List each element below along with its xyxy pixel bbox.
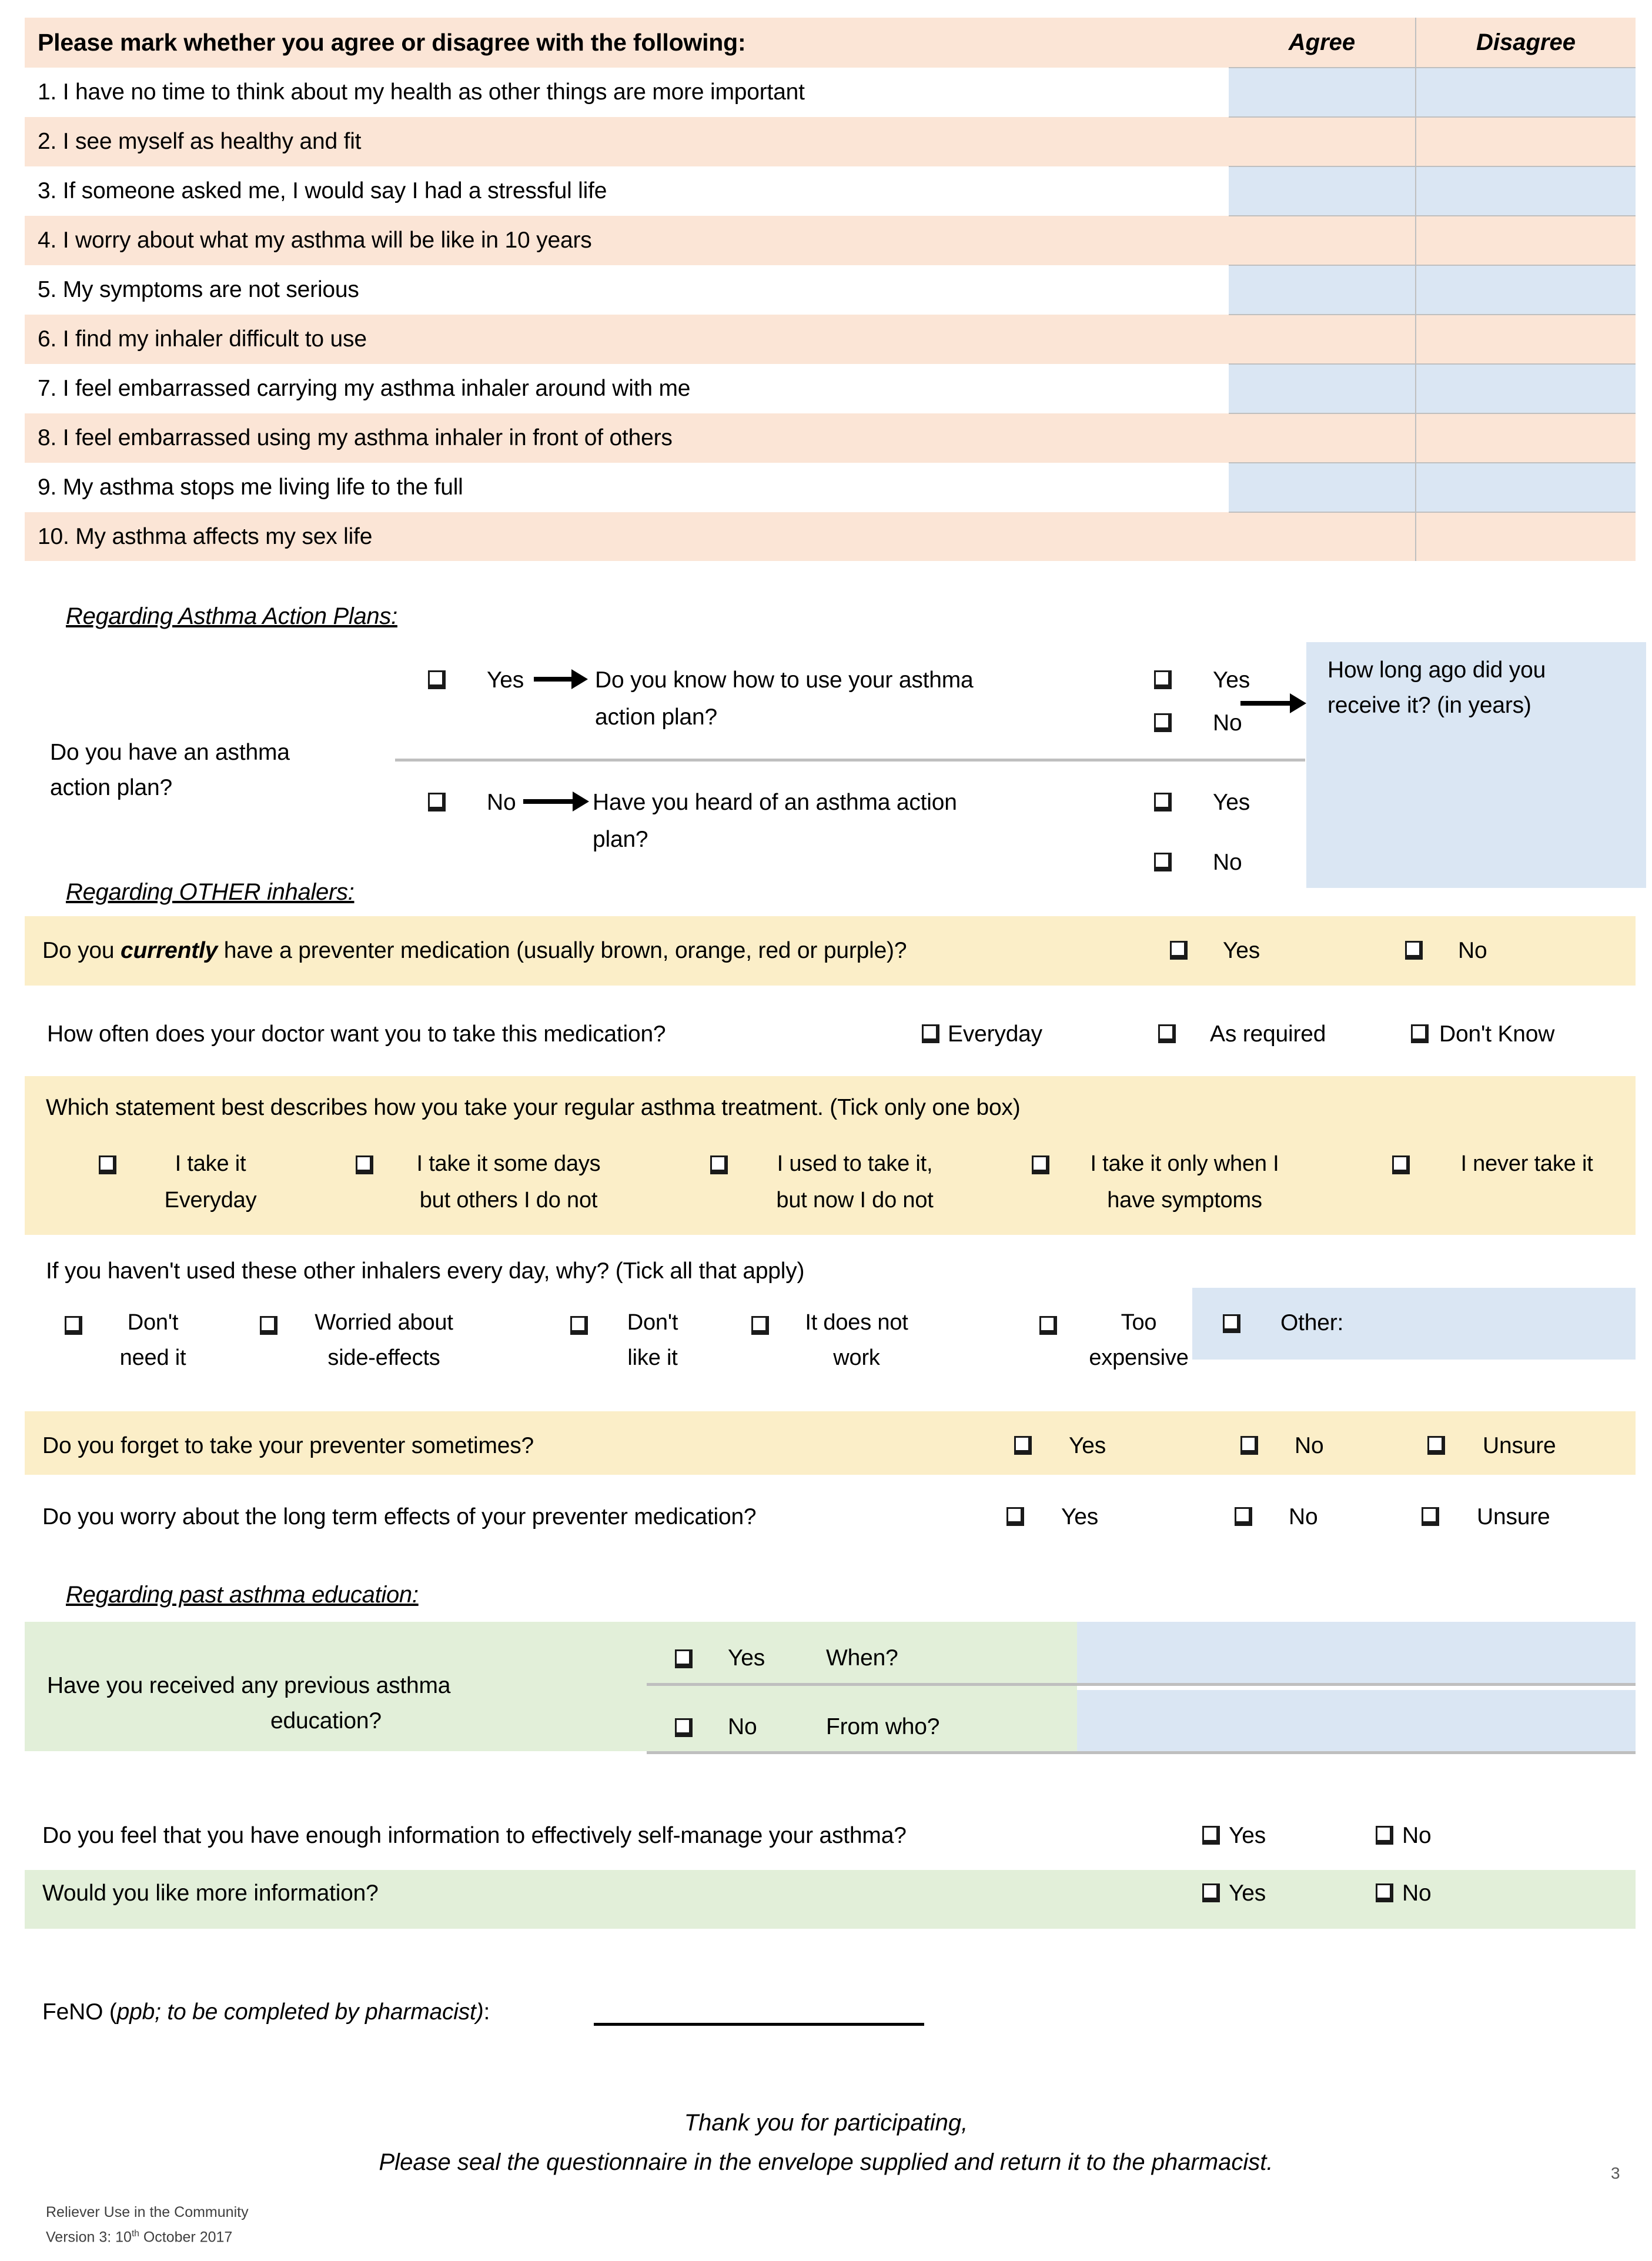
longterm-yes-label: Yes bbox=[1061, 1504, 1099, 1529]
checkbox-frequency-dont-know[interactable] bbox=[1411, 1024, 1429, 1043]
followup-years-line2: receive it? (in years) bbox=[1327, 693, 1531, 718]
checkbox-statement-1[interactable] bbox=[356, 1155, 373, 1174]
preventer-yes-label: Yes bbox=[1223, 938, 1260, 963]
disagree-cell[interactable] bbox=[1416, 315, 1636, 364]
heard-of-no-label: No bbox=[1213, 850, 1242, 875]
column-header-disagree: Disagree bbox=[1416, 18, 1636, 68]
agree-cell[interactable] bbox=[1229, 216, 1416, 265]
document-title: Reliever Use in the Community bbox=[46, 2204, 249, 2220]
why-option-0-line2: need it bbox=[119, 1345, 186, 1370]
checkbox-action-plan-no[interactable] bbox=[428, 793, 446, 811]
checkbox-heard-of-yes[interactable] bbox=[1154, 793, 1172, 811]
disagree-cell[interactable] bbox=[1416, 463, 1636, 512]
enough-info-question: Do you feel that you have enough information to effectively self-manage your asthma? bbox=[42, 1823, 907, 1848]
frequency-question: How often does your doctor want you to take this medication? bbox=[47, 1021, 666, 1047]
table-row bbox=[25, 216, 1636, 265]
page-number: 3 bbox=[1611, 2164, 1620, 2182]
agree-cell[interactable] bbox=[1229, 512, 1416, 561]
checkbox-statement-3[interactable] bbox=[1032, 1155, 1049, 1174]
agree-cell[interactable] bbox=[1229, 315, 1416, 364]
agree-disagree-table bbox=[25, 18, 1636, 561]
forget-no-label: No bbox=[1295, 1433, 1324, 1458]
education-divider bbox=[647, 1683, 1636, 1686]
preventer-question-post: have a preventer medication (usually brown, orange, red or purple)? bbox=[218, 938, 907, 963]
knows-how-no-label: No bbox=[1213, 710, 1242, 736]
statement-option-0-line2: Everyday bbox=[164, 1188, 257, 1213]
thanks-line-1: Thank you for participating, bbox=[684, 2110, 968, 2136]
longterm-no-label: No bbox=[1289, 1504, 1318, 1529]
why-option-3-line1: It does not bbox=[805, 1310, 908, 1335]
education-question-line1: Have you received any previous asthma bbox=[47, 1673, 451, 1698]
agree-cell[interactable] bbox=[1229, 166, 1416, 216]
checkbox-longterm-no[interactable] bbox=[1235, 1507, 1252, 1526]
why-option-1-line1: Worried about bbox=[315, 1310, 453, 1335]
document-version bbox=[46, 2229, 232, 2246]
action-plan-root-question-line1: Do you have an asthma bbox=[50, 740, 290, 765]
preventer-question-pre: Do you bbox=[42, 938, 121, 963]
frequency-dont-know-label: Don't Know bbox=[1439, 1021, 1555, 1047]
more-info-yes-label: Yes bbox=[1229, 1881, 1266, 1906]
action-plan-root-question-line2: action plan? bbox=[50, 775, 172, 800]
forget-yes-label: Yes bbox=[1069, 1433, 1106, 1458]
feno-input-line[interactable] bbox=[594, 2023, 924, 2026]
education-when-label: When? bbox=[826, 1645, 898, 1671]
section-heading-education: Regarding past asthma education: bbox=[66, 1582, 419, 1608]
checkbox-why-3[interactable] bbox=[751, 1316, 769, 1335]
disagree-cell[interactable] bbox=[1416, 216, 1636, 265]
checkbox-knows-how-no[interactable] bbox=[1154, 713, 1172, 732]
checkbox-why-1[interactable] bbox=[260, 1316, 277, 1335]
agree-cell[interactable] bbox=[1229, 265, 1416, 315]
why-other-box[interactable] bbox=[1192, 1288, 1636, 1360]
education-bottom-rule bbox=[647, 1751, 1636, 1754]
action-plan-yes-label: Yes bbox=[487, 667, 524, 693]
statement-text: 1. I have no time to think about my health as other things are more important bbox=[25, 68, 1229, 117]
table-row bbox=[25, 166, 1636, 216]
agree-cell[interactable] bbox=[1229, 117, 1416, 166]
statement-option-2-line1: I used to take it, bbox=[777, 1151, 933, 1176]
statement-question: Which statement best describes how you take your regular asthma treatment. (Tick only one box) bbox=[46, 1095, 1021, 1120]
section-heading-other-inhalers: Regarding OTHER inhalers: bbox=[66, 879, 355, 905]
checkbox-frequency-as-required[interactable] bbox=[1158, 1024, 1176, 1043]
statement-option-2-line2: but now I do not bbox=[776, 1188, 934, 1213]
checkbox-enough-info-no[interactable] bbox=[1376, 1826, 1393, 1845]
longterm-unsure-label: Unsure bbox=[1477, 1504, 1550, 1529]
disagree-cell[interactable] bbox=[1416, 117, 1636, 166]
checkbox-why-2[interactable] bbox=[570, 1316, 588, 1335]
statement-option-3-line1: I take it only when I bbox=[1090, 1151, 1279, 1176]
disagree-cell[interactable] bbox=[1416, 364, 1636, 413]
action-plan-no-question-line2: plan? bbox=[593, 827, 648, 852]
why-question: If you haven't used these other inhalers every day, why? (Tick all that apply) bbox=[46, 1258, 805, 1284]
why-option-1-line2: side-effects bbox=[327, 1345, 440, 1370]
action-plan-no-question-line1: Have you heard of an asthma action bbox=[593, 790, 957, 815]
feno-label-pre: FeNO ( bbox=[42, 1999, 117, 2025]
why-option-2-line1: Don't bbox=[627, 1310, 678, 1335]
disagree-cell[interactable] bbox=[1416, 68, 1636, 117]
checkbox-forget-no[interactable] bbox=[1240, 1436, 1258, 1455]
enough-info-no-label: No bbox=[1402, 1823, 1432, 1848]
agree-cell[interactable] bbox=[1229, 68, 1416, 117]
document-version-ordinal: th bbox=[131, 2229, 139, 2239]
statement-option-4-line1: I never take it bbox=[1460, 1151, 1593, 1176]
why-option-4-line2: expensive bbox=[1089, 1345, 1189, 1370]
table-row bbox=[25, 364, 1636, 413]
checkbox-knows-how-yes[interactable] bbox=[1154, 670, 1172, 689]
knows-how-yes-label: Yes bbox=[1213, 667, 1250, 693]
longterm-question: Do you worry about the long term effects of your preventer medication? bbox=[42, 1504, 757, 1529]
document-version-pre: Version 3: 10 bbox=[46, 2229, 132, 2246]
why-other-label: Other: bbox=[1280, 1310, 1344, 1335]
heard-of-yes-label: Yes bbox=[1213, 790, 1250, 815]
statement-option-1-line2: but others I do not bbox=[419, 1188, 598, 1213]
agree-cell[interactable] bbox=[1229, 413, 1416, 463]
action-plan-yes-question-line2: action plan? bbox=[595, 704, 717, 730]
checkbox-longterm-unsure[interactable] bbox=[1422, 1507, 1439, 1526]
table-row bbox=[25, 463, 1636, 512]
action-plan-yes-question-line1: Do you know how to use your asthma bbox=[595, 667, 974, 693]
frequency-everyday-label: Everyday bbox=[948, 1021, 1042, 1047]
table-prompt: Please mark whether you agree or disagree with the following: bbox=[25, 18, 1229, 68]
statement-text: 3. If someone asked me, I would say I had a stressful life bbox=[25, 166, 1229, 216]
action-plan-no-label: No bbox=[487, 790, 516, 815]
thanks-line-2: Please seal the questionnaire in the envelope supplied and return it to the pharmacist. bbox=[379, 2149, 1273, 2175]
checkbox-education-no[interactable] bbox=[675, 1718, 693, 1737]
statement-option-0-line1: I take it bbox=[175, 1151, 246, 1176]
statement-text: 5. My symptoms are not serious bbox=[25, 265, 1229, 315]
table-row bbox=[25, 512, 1636, 561]
checkbox-action-plan-yes[interactable] bbox=[428, 670, 446, 689]
statement-text: 8. I feel embarrassed using my asthma inhaler in front of others bbox=[25, 413, 1229, 463]
table-row bbox=[25, 117, 1636, 166]
education-fromwho-label: From who? bbox=[826, 1714, 940, 1739]
table-row bbox=[25, 315, 1636, 364]
forget-unsure-label: Unsure bbox=[1483, 1433, 1556, 1458]
preventer-no-label: No bbox=[1458, 938, 1487, 963]
statement-text: 10. My asthma affects my sex life bbox=[25, 512, 1229, 561]
more-info-question: Would you like more information? bbox=[42, 1881, 379, 1906]
statement-text: 7. I feel embarrassed carrying my asthma inhaler around with me bbox=[25, 364, 1229, 413]
branch-divider bbox=[395, 759, 1305, 762]
checkbox-preventer-yes[interactable] bbox=[1170, 941, 1188, 960]
feno-label-post: : bbox=[483, 1999, 490, 2025]
statement-option-3-line2: have symptoms bbox=[1107, 1188, 1262, 1213]
statement-text: 9. My asthma stops me living life to the full bbox=[25, 463, 1229, 512]
checkbox-more-info-yes[interactable] bbox=[1202, 1883, 1220, 1902]
forget-question: Do you forget to take your preventer sometimes? bbox=[42, 1433, 534, 1458]
checkbox-heard-of-no[interactable] bbox=[1154, 853, 1172, 871]
document-version-post: October 2017 bbox=[139, 2229, 233, 2246]
agree-cell[interactable] bbox=[1229, 364, 1416, 413]
education-fromwho-answer-box[interactable] bbox=[1077, 1690, 1636, 1751]
checkbox-preventer-no[interactable] bbox=[1405, 941, 1423, 960]
checkbox-statement-2[interactable] bbox=[710, 1155, 728, 1174]
preventer-question bbox=[42, 938, 907, 964]
table-row bbox=[25, 413, 1636, 463]
disagree-cell[interactable] bbox=[1416, 166, 1636, 216]
checkbox-why-0[interactable] bbox=[65, 1316, 82, 1335]
why-option-4-line1: Too bbox=[1121, 1310, 1157, 1335]
checkbox-forget-unsure[interactable] bbox=[1427, 1436, 1445, 1455]
enough-info-yes-label: Yes bbox=[1229, 1823, 1266, 1848]
table-row bbox=[25, 68, 1636, 117]
checkbox-forget-yes[interactable] bbox=[1014, 1436, 1032, 1455]
checkbox-statement-0[interactable] bbox=[99, 1155, 116, 1174]
education-question-line2: education? bbox=[270, 1708, 382, 1734]
checkbox-frequency-everyday[interactable] bbox=[922, 1024, 939, 1043]
statement-text: 2. I see myself as healthy and fit bbox=[25, 117, 1229, 166]
why-option-3-line2: work bbox=[833, 1345, 880, 1370]
feno-field bbox=[42, 1999, 490, 2025]
preventer-question-emphasis: currently bbox=[121, 938, 218, 963]
agree-cell[interactable] bbox=[1229, 463, 1416, 512]
statement-text: 6. I find my inhaler difficult to use bbox=[25, 315, 1229, 364]
checkbox-longterm-yes[interactable] bbox=[1006, 1507, 1024, 1526]
statement-option-1-line1: I take it some days bbox=[416, 1151, 601, 1176]
checkbox-enough-info-yes[interactable] bbox=[1202, 1826, 1220, 1845]
education-yes-label: Yes bbox=[728, 1645, 765, 1671]
why-option-0-line1: Don't bbox=[127, 1310, 179, 1335]
frequency-as-required-label: As required bbox=[1210, 1021, 1326, 1047]
statement-text: 4. I worry about what my asthma will be like in 10 years bbox=[25, 216, 1229, 265]
column-header-agree: Agree bbox=[1229, 18, 1416, 68]
why-option-2-line2: like it bbox=[627, 1345, 678, 1370]
checkbox-why-4[interactable] bbox=[1039, 1316, 1057, 1335]
checkbox-why-other[interactable] bbox=[1223, 1314, 1240, 1333]
disagree-cell[interactable] bbox=[1416, 265, 1636, 315]
table-header-row bbox=[25, 18, 1636, 68]
feno-label-emphasis: ppb; to be completed by pharmacist) bbox=[116, 1999, 484, 2025]
table-row bbox=[25, 265, 1636, 315]
education-when-answer-box[interactable] bbox=[1077, 1622, 1636, 1683]
followup-years-line1: How long ago did you bbox=[1327, 657, 1546, 683]
education-no-label: No bbox=[728, 1714, 757, 1739]
disagree-cell[interactable] bbox=[1416, 512, 1636, 561]
checkbox-education-yes[interactable] bbox=[675, 1649, 693, 1668]
disagree-cell[interactable] bbox=[1416, 413, 1636, 463]
checkbox-statement-4[interactable] bbox=[1392, 1155, 1410, 1174]
section-heading-action-plans: Regarding Asthma Action Plans: bbox=[66, 603, 397, 629]
more-info-no-label: No bbox=[1402, 1881, 1432, 1906]
checkbox-more-info-no[interactable] bbox=[1376, 1883, 1393, 1902]
